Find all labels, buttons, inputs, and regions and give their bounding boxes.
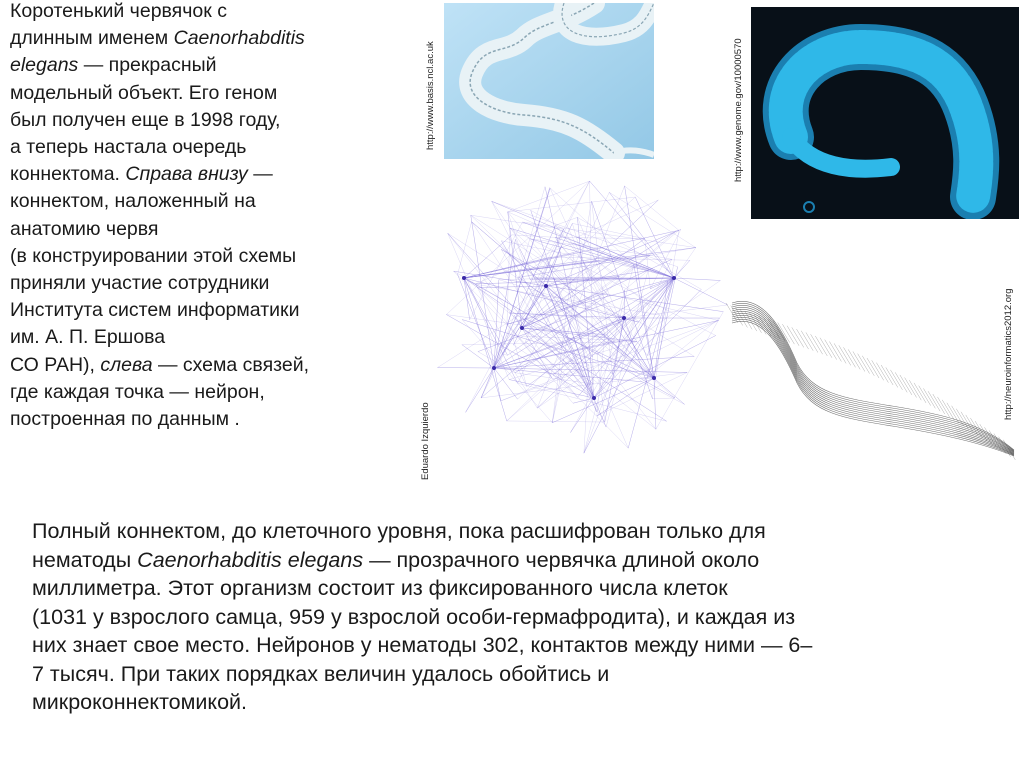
credit-genome: http://www.genome.gov/10000570 xyxy=(733,38,744,182)
side-line: elegans — прекрасный xyxy=(10,54,217,77)
worm-micrograph-svg xyxy=(444,3,654,159)
fluorescent-worm-image xyxy=(751,7,1019,219)
main-line: миллиметра. Этот организм состоит из фиксированного числа клеток xyxy=(32,576,728,600)
side-line: был получен еще в 1998 году, xyxy=(10,108,281,131)
main-line: них знает свое место. Нейронов у нематоды 302, контактов между ними — 6– xyxy=(32,633,813,657)
side-line: им. А. П. Ершова xyxy=(10,326,166,349)
side-caption xyxy=(10,0,370,433)
main-line: микроконнектомикой. xyxy=(32,690,248,714)
main-paragraph xyxy=(32,517,1002,717)
side-line: коннектома. Справа внизу — xyxy=(10,163,273,186)
side-line: (в конструировании этой схемы xyxy=(10,244,297,267)
side-line: модельный объект. Его геном xyxy=(10,81,278,104)
side-line: анатомию червя xyxy=(10,217,159,240)
side-line: где каждая точка — нейрон, xyxy=(10,380,265,403)
credit-izquierdo: Eduardo Izquierdo xyxy=(420,402,431,480)
wireframe-worm-svg xyxy=(722,298,1018,466)
connectome-network-image xyxy=(404,168,734,480)
main-line: Полный коннектом, до клеточного уровня, пока расшифрован только для xyxy=(32,519,766,543)
side-line: СО РАН), слева — схема связей, xyxy=(10,353,310,376)
side-line: приняли участие сотрудники xyxy=(10,272,270,295)
fluorescent-worm-svg xyxy=(751,7,1019,219)
worm-micrograph-image xyxy=(444,3,654,159)
main-line: 7 тысяч. При таких порядках величин удалось обойтись и xyxy=(32,661,610,686)
side-line: построенная по данным . xyxy=(10,408,240,431)
side-line: длинным именем Caenorhabditis xyxy=(10,27,305,50)
side-line: Коротенький червячок с xyxy=(10,0,227,22)
main-line: (1031 у взрослого самца, 959 у взрослой особи-гермафродита), и каждая из xyxy=(32,604,796,629)
connectome-network-svg xyxy=(404,168,734,480)
credit-basis: http://www.basis.ncl.ac.uk xyxy=(425,41,436,150)
side-line: а теперь настала очередь xyxy=(10,136,247,159)
credit-neuroinformatics: http://neuroinformatics2012.org xyxy=(1003,288,1014,420)
side-line: Института систем информатики xyxy=(10,299,300,322)
side-line: коннектом, наложенный на xyxy=(10,190,256,213)
wireframe-worm-image xyxy=(722,298,1018,466)
main-line: нематоды Caenorhabditis elegans — прозрачного червячка длиной около xyxy=(32,547,760,572)
